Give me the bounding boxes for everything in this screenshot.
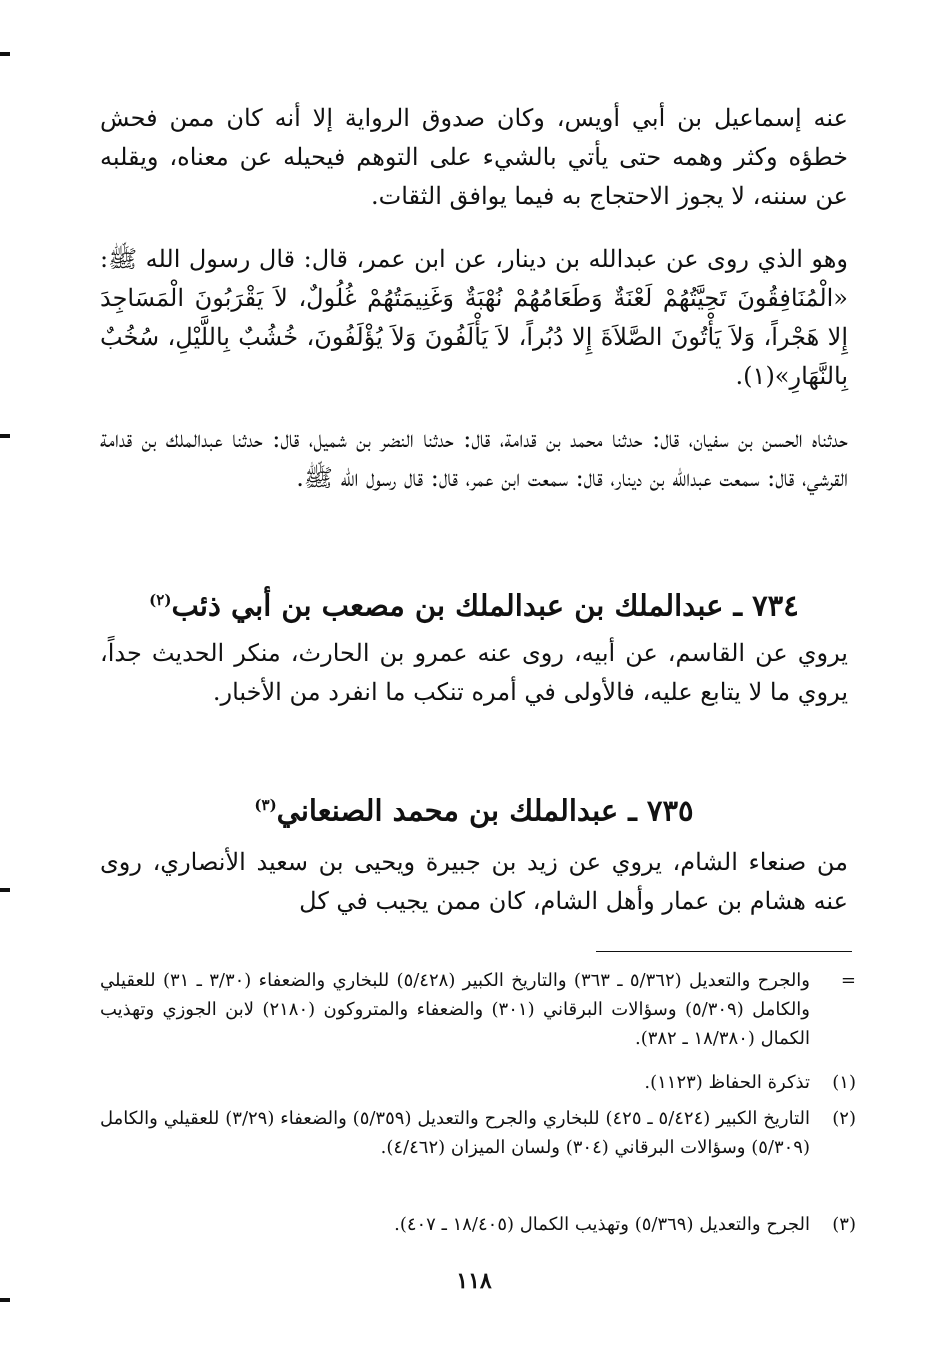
page-number: ١١٨ [456, 1268, 492, 1294]
entry-735-text: من صنعاء الشام، يروي عن زيد بن جبيرة ويحيى بن سعيد الأنصاري، روى عنه هشام بن عمار وأهل الشام، كان ممن يجيب في كل [100, 848, 848, 915]
entry-734-heading [100, 580, 848, 626]
entry-734-note-ref: (٢) [149, 591, 172, 609]
footnote-marker: (٢) [832, 1108, 856, 1129]
footnote-marker: (١) [832, 1072, 856, 1093]
footnote-marker: = [840, 970, 856, 991]
scan-edge-mark [0, 888, 10, 892]
scan-edge-mark [0, 52, 10, 56]
paragraph-intro: عنه إسماعيل بن أبي أويس، وكان صدوق الرواية إلا أنه كان ممن فحش خطؤه وكثر وهمه حتى يأتي بالشيء على التوهم فيحيله عن معناه، ويقلبه عن سننه، لا يجوز الاحتجاج به فيما يوافق الثقات. [100, 104, 848, 210]
footnote-3 [100, 1210, 856, 1239]
entry-735-title: ٧٣٥ ـ عبدالملك بن محمد الصنعاني [276, 793, 694, 828]
footnote-text: الجرح والتعديل (٥/٣٦٩) وتهذيب الكمال (١٨/٤٠٥ ـ ٤٠٧). [394, 1214, 810, 1235]
footnote-separator [596, 951, 852, 952]
footnote-marker: (٣) [832, 1214, 856, 1235]
paragraph-hadith: وهو الذي روى عن عبدالله بن دينار، عن ابن عمر، قال: قال رسول الله ﷺ: «الْمُنَافِقُونَ تَحِيَّتُهُمْ لَعْنَةٌ وَطَعَامُهُمْ نُهْبَةٌ وَغَنِيمَتُهُمْ غُلُولٌ، لاَ يَقْرَبُونَ الْمَسَاجِدَ إِلا هَجْراً، وَلاَ يَأْتُونَ الصَّلاَةَ إِلا دُبُراً، لاَ يَأْلَفُونَ وَلاَ يُؤْلَفُونَ، خُشُبٌ بِاللَّيْلِ، سُخُبٌ بِالنَّهَارِ»(١). [100, 245, 848, 390]
footnote-1 [100, 1068, 856, 1097]
footnote-text: والجرح والتعديل (٥/٣٦٢ ـ ٣٦٣) والتاريخ الكبير (٥/٤٢٨) للبخاري والضعفاء (٣/٣٠ ـ ٣١) للعقيلي والكامل (٥/٣٠٩) وسؤالات البرقاني (٣٠١) والضعفاء والمتروكون (٢١٨٠) لابن الجوزي وتهذيب الكمال (١٨/٣٨٠ ـ ٣٨٢). [100, 970, 811, 1049]
paragraph-isnad: حدثناه الحسن بن سفيان، قال: حدثنا محمد بن قدامة، قال: حدثنا النضر بن شميل، قال: حدثنا عبدالملك بن قدامة القرشي، قال: سمعت عبدالله بن دينار، قال: سمعت ابن عمر، قال: قال رسول الله ﷺ. [100, 425, 848, 492]
footnote-text: تذكرة الحفاظ (١١٢٣). [644, 1072, 810, 1093]
entry-734-text: يروي عن القاسم، عن أبيه، روى عنه عمرو بن الحارث، منكر الحديث جداً، يروي ما لا يتابع عليه، فالأولى في أمره تنكب ما انفرد من الأخبار. [100, 639, 848, 706]
entry-734-title: ٧٣٤ ـ عبدالملك بن عبدالملك بن مصعب بن أبي ذئب [171, 588, 799, 623]
footnote-text: التاريخ الكبير (٥/٤٢٤ ـ ٤٢٥) للبخاري والجرح والتعديل (٥/٣٥٩) والضعفاء (٣/٢٩) للعقيلي والكامل (٥/٣٠٩) وسؤالات البرقاني (٣٠٤) ولسان الميزان (٤/٤٦٢). [100, 1108, 811, 1158]
entry-735-heading [100, 785, 848, 831]
scan-edge-mark [0, 1298, 10, 1302]
footnote-continued [100, 966, 856, 1053]
entry-735-note-ref: (٣) [254, 796, 277, 814]
footnote-2 [100, 1104, 856, 1162]
scan-edge-mark [0, 434, 10, 438]
